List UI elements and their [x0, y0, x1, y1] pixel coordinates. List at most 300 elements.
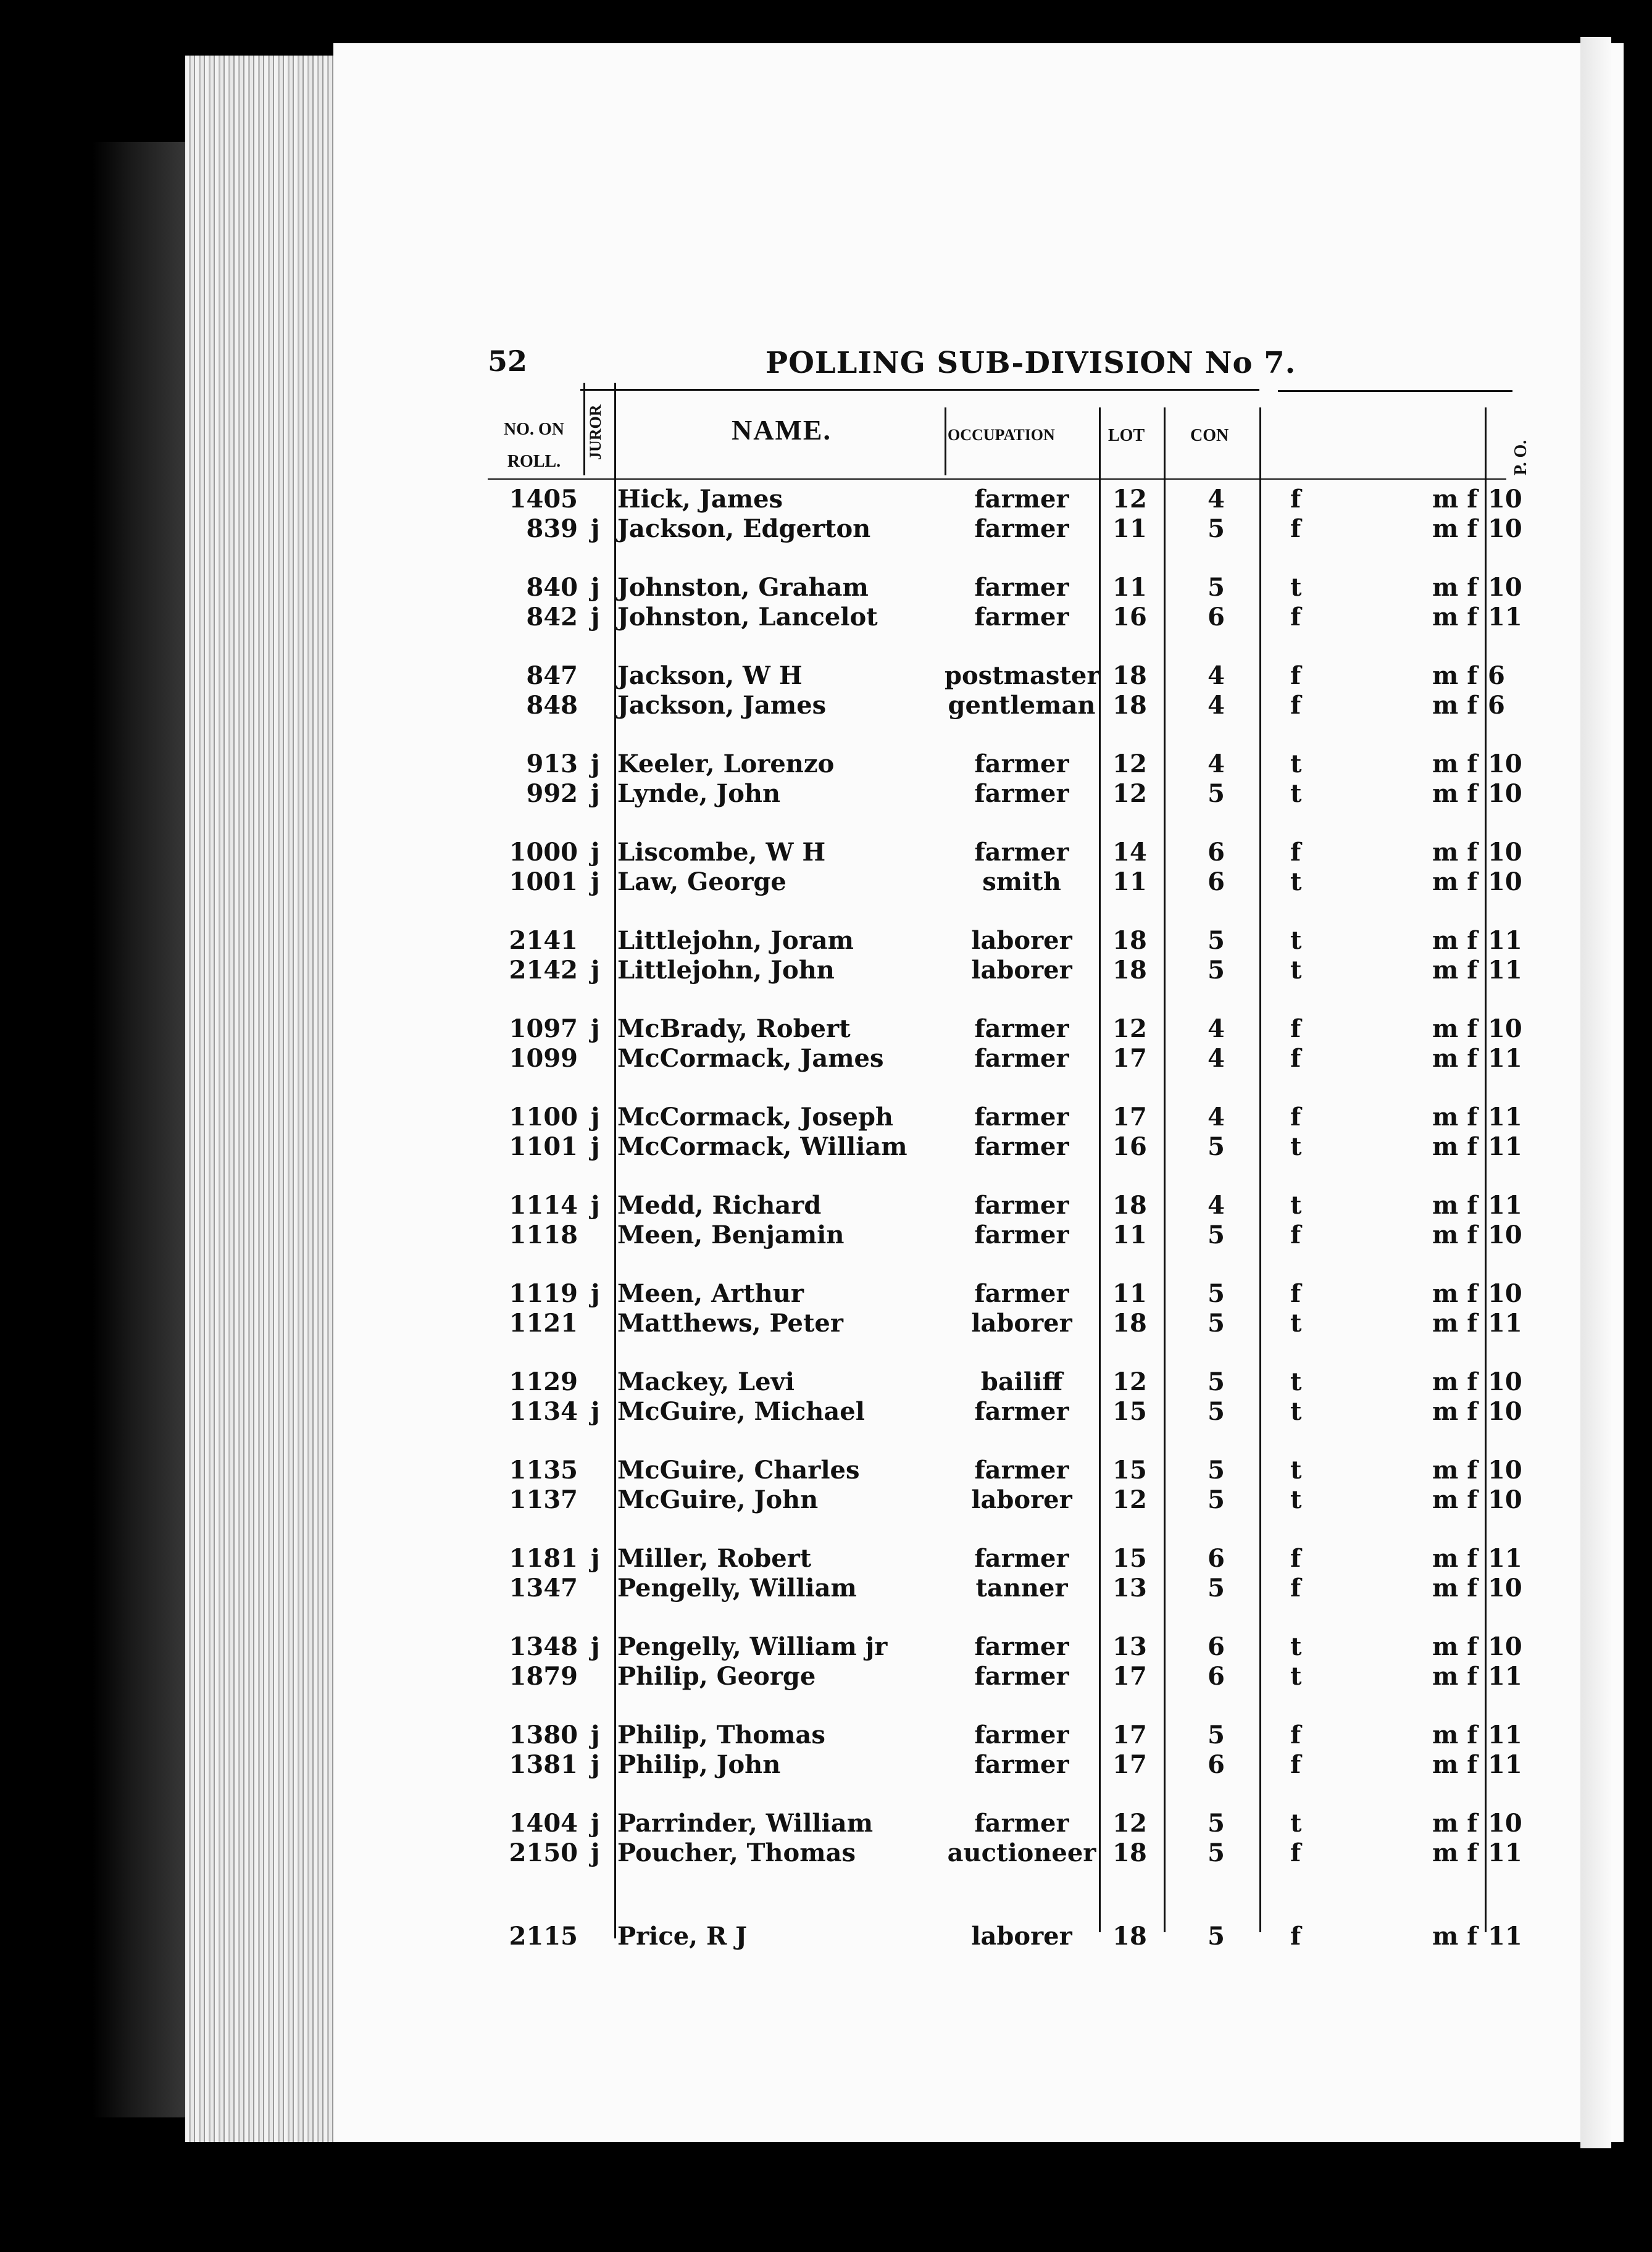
cell-po: 10	[1488, 573, 1522, 602]
cell-roll: 1101	[509, 1132, 578, 1161]
cell-status: f	[1290, 1544, 1301, 1573]
cell-juror: j	[591, 838, 600, 867]
cell-name: Price, R J	[617, 1922, 748, 1951]
cell-con: 5	[1208, 779, 1225, 808]
cell-occupation: laborer	[971, 1309, 1072, 1338]
cell-status: f	[1290, 1044, 1301, 1073]
cell-name: Jackson, Edgerton	[617, 514, 871, 543]
cell-status: f	[1290, 1014, 1301, 1043]
cell-con: 4	[1208, 1014, 1225, 1043]
cell-mf: m f	[1432, 1632, 1478, 1661]
cell-con: 5	[1208, 1720, 1225, 1749]
cell-juror: j	[591, 514, 600, 543]
table-row	[0, 1838, 1652, 1868]
cell-roll: 1404	[509, 1809, 578, 1838]
cell-roll: 1119	[509, 1279, 578, 1308]
cell-roll: 1380	[509, 1720, 578, 1749]
column-divider-con	[1164, 407, 1166, 1932]
cell-con: 5	[1208, 1220, 1225, 1249]
cell-occupation: postmaster	[945, 661, 1100, 690]
table-row	[0, 573, 1652, 603]
cell-status: t	[1290, 1191, 1302, 1220]
cell-status: f	[1290, 838, 1301, 867]
cell-occupation: farmer	[974, 1720, 1069, 1749]
header-bottom-rule	[488, 478, 1506, 480]
cell-roll: 840	[526, 573, 578, 602]
cell-name: Pengelly, William	[617, 1574, 857, 1603]
header-no-on-roll: NO. ON ROLL.	[504, 420, 564, 471]
header-con: CON	[1190, 426, 1229, 445]
cell-mf: m f	[1432, 1309, 1478, 1338]
cell-status: f	[1290, 1103, 1301, 1132]
cell-con: 4	[1208, 1191, 1225, 1220]
header-occupation: OCCUPATION	[948, 426, 1055, 444]
cell-con: 5	[1208, 1922, 1225, 1951]
cell-juror: j	[591, 1103, 600, 1132]
cell-name: McGuire, John	[617, 1485, 819, 1514]
cell-juror: j	[591, 573, 600, 602]
cell-po: 10	[1488, 1367, 1522, 1396]
cell-mf: m f	[1432, 1574, 1478, 1603]
table-row	[0, 1485, 1652, 1515]
cell-con: 5	[1208, 1132, 1225, 1161]
cell-status: t	[1290, 1662, 1302, 1691]
cell-occupation: farmer	[974, 1809, 1069, 1838]
cell-roll: 992	[526, 779, 578, 808]
cell-status: f	[1290, 1720, 1301, 1749]
cell-lot: 16	[1112, 1132, 1147, 1161]
table-row	[0, 1309, 1652, 1338]
cell-occupation: laborer	[971, 926, 1072, 955]
cell-po: 10	[1488, 1014, 1522, 1043]
cell-occupation: farmer	[974, 1279, 1069, 1308]
cell-status: f	[1290, 1279, 1301, 1308]
cell-con: 5	[1208, 1309, 1225, 1338]
header-rule-right	[1278, 390, 1512, 392]
cell-occupation: farmer	[974, 1191, 1069, 1220]
cell-mf: m f	[1432, 573, 1478, 602]
cell-juror: j	[591, 1279, 600, 1308]
cell-name: McCormack, James	[617, 1044, 884, 1073]
cell-occupation: farmer	[974, 1456, 1069, 1485]
cell-name: Littlejohn, Joram	[617, 926, 854, 955]
cell-po: 11	[1488, 1720, 1522, 1749]
cell-occupation: farmer	[974, 1750, 1069, 1779]
cell-status: t	[1290, 1632, 1302, 1661]
cell-lot: 17	[1112, 1044, 1147, 1073]
cell-lot: 17	[1112, 1662, 1147, 1691]
cell-po: 11	[1488, 1922, 1522, 1951]
cell-lot: 12	[1112, 1809, 1147, 1838]
table-row	[0, 1750, 1652, 1780]
cell-status: f	[1290, 514, 1301, 543]
cell-lot: 17	[1112, 1103, 1147, 1132]
cell-mf: m f	[1432, 1922, 1478, 1951]
cell-juror: j	[591, 1632, 600, 1661]
cell-mf: m f	[1432, 514, 1478, 543]
cell-lot: 18	[1112, 1922, 1147, 1951]
cell-lot: 18	[1112, 1309, 1147, 1338]
cell-roll: 1118	[509, 1220, 578, 1249]
cell-mf: m f	[1432, 926, 1478, 955]
column-divider-occupation	[945, 407, 946, 475]
page-number: 52	[488, 344, 528, 378]
cell-con: 4	[1208, 691, 1225, 720]
cell-status: t	[1290, 1309, 1302, 1338]
cell-lot: 12	[1112, 749, 1147, 778]
table-row	[0, 1574, 1652, 1603]
cell-juror: j	[591, 603, 600, 632]
cell-name: Matthews, Peter	[617, 1309, 843, 1338]
cell-name: Miller, Robert	[617, 1544, 812, 1573]
cell-mf: m f	[1432, 1544, 1478, 1573]
cell-mf: m f	[1432, 1103, 1478, 1132]
cell-po: 6	[1488, 661, 1505, 690]
table-row	[0, 485, 1652, 514]
cell-lot: 18	[1112, 661, 1147, 690]
table-row	[0, 749, 1652, 779]
cell-con: 4	[1208, 1103, 1225, 1132]
table-row	[0, 603, 1652, 632]
cell-lot: 12	[1112, 1014, 1147, 1043]
cell-mf: m f	[1432, 1662, 1478, 1691]
cell-name: McGuire, Charles	[617, 1456, 860, 1485]
table-row	[0, 926, 1652, 956]
cell-juror: j	[591, 867, 600, 896]
cell-occupation: farmer	[974, 1014, 1069, 1043]
cell-roll: 2142	[509, 956, 578, 985]
cell-roll: 1100	[509, 1103, 578, 1132]
cell-lot: 12	[1112, 1367, 1147, 1396]
cell-roll: 1114	[509, 1191, 578, 1220]
cell-mf: m f	[1432, 1720, 1478, 1749]
cell-lot: 11	[1112, 514, 1147, 543]
cell-juror: j	[591, 956, 600, 985]
cell-mf: m f	[1432, 779, 1478, 808]
cell-mf: m f	[1432, 603, 1478, 632]
table-row	[0, 1922, 1652, 1951]
cell-roll: 842	[526, 603, 578, 632]
cell-name: Poucher, Thomas	[617, 1838, 856, 1867]
cell-occupation: farmer	[974, 1220, 1069, 1249]
cell-status: f	[1290, 1922, 1301, 1951]
cell-lot: 17	[1112, 1750, 1147, 1779]
cell-con: 5	[1208, 514, 1225, 543]
cell-mf: m f	[1432, 1132, 1478, 1161]
cell-po: 10	[1488, 1397, 1522, 1426]
cell-occupation: farmer	[974, 1103, 1069, 1132]
cell-roll: 913	[526, 749, 578, 778]
cell-status: t	[1290, 1367, 1302, 1396]
cell-con: 4	[1208, 749, 1225, 778]
cell-roll: 1134	[509, 1397, 578, 1426]
table-row	[0, 1191, 1652, 1220]
cell-con: 5	[1208, 1456, 1225, 1485]
cell-status: t	[1290, 573, 1302, 602]
cell-po: 10	[1488, 1485, 1522, 1514]
cell-po: 10	[1488, 1574, 1522, 1603]
cell-po: 11	[1488, 1132, 1522, 1161]
cell-mf: m f	[1432, 1456, 1478, 1485]
cell-con: 5	[1208, 1574, 1225, 1603]
cell-status: t	[1290, 749, 1302, 778]
cell-status: f	[1290, 661, 1301, 690]
cell-name: Hick, James	[617, 485, 783, 514]
cell-con: 5	[1208, 1397, 1225, 1426]
table-row	[0, 1220, 1652, 1250]
cell-occupation: bailiff	[980, 1367, 1063, 1396]
cell-mf: m f	[1432, 1191, 1478, 1220]
cell-roll: 1000	[509, 838, 578, 867]
cell-lot: 18	[1112, 956, 1147, 985]
cell-po: 11	[1488, 1191, 1522, 1220]
cell-po: 11	[1488, 1044, 1522, 1073]
cell-status: t	[1290, 1809, 1302, 1838]
cell-occupation: laborer	[971, 956, 1072, 985]
header-rule	[580, 389, 1259, 391]
cell-roll: 1181	[509, 1544, 578, 1573]
table-row	[0, 956, 1652, 985]
column-divider-juror	[583, 383, 585, 475]
table-row	[0, 1397, 1652, 1427]
cell-roll: 848	[526, 691, 578, 720]
cell-name: Jackson, W H	[617, 661, 803, 690]
cell-occupation: farmer	[974, 838, 1069, 867]
table-row	[0, 779, 1652, 809]
cell-status: t	[1290, 1132, 1302, 1161]
cell-lot: 11	[1112, 573, 1147, 602]
table-row	[0, 514, 1652, 544]
cell-po: 10	[1488, 867, 1522, 896]
cell-roll: 839	[526, 514, 578, 543]
cell-name: Meen, Benjamin	[617, 1220, 845, 1249]
header-juror: JUROR	[586, 404, 604, 460]
cell-juror: j	[591, 1720, 600, 1749]
cell-lot: 13	[1112, 1632, 1147, 1661]
cell-occupation: farmer	[974, 1632, 1069, 1661]
cell-juror: j	[591, 1397, 600, 1426]
cell-roll: 2141	[509, 926, 578, 955]
cell-po: 10	[1488, 1456, 1522, 1485]
cell-name: Keeler, Lorenzo	[617, 749, 835, 778]
cell-mf: m f	[1432, 838, 1478, 867]
cell-lot: 16	[1112, 603, 1147, 632]
cell-mf: m f	[1432, 1397, 1478, 1426]
cell-mf: m f	[1432, 1014, 1478, 1043]
cell-con: 5	[1208, 1485, 1225, 1514]
cell-lot: 18	[1112, 926, 1147, 955]
table-row	[0, 1544, 1652, 1574]
cell-po: 11	[1488, 1309, 1522, 1338]
cell-name: Jackson, James	[617, 691, 827, 720]
cell-occupation: farmer	[974, 1662, 1069, 1691]
table-row	[0, 838, 1652, 867]
table-row	[0, 1279, 1652, 1309]
cell-roll: 1121	[509, 1309, 578, 1338]
column-divider-po	[1485, 407, 1487, 1932]
cell-name: Mackey, Levi	[617, 1367, 795, 1396]
cell-lot: 15	[1112, 1544, 1147, 1573]
cell-occupation: gentleman	[948, 691, 1096, 720]
table-row	[0, 867, 1652, 897]
table-row	[0, 1662, 1652, 1691]
cell-occupation: auctioneer	[947, 1838, 1096, 1867]
cell-occupation: farmer	[974, 779, 1069, 808]
cell-con: 5	[1208, 1279, 1225, 1308]
cell-mf: m f	[1432, 1044, 1478, 1073]
cell-juror: j	[591, 1014, 600, 1043]
cell-name: Littlejohn, John	[617, 956, 835, 985]
cell-juror: j	[591, 1132, 600, 1161]
cell-status: t	[1290, 1397, 1302, 1426]
cell-con: 5	[1208, 1809, 1225, 1838]
table-row	[0, 1014, 1652, 1044]
cell-occupation: tanner	[975, 1574, 1068, 1603]
table-row	[0, 1367, 1652, 1397]
cell-mf: m f	[1432, 1838, 1478, 1867]
cell-po: 11	[1488, 1838, 1522, 1867]
cell-roll: 1347	[509, 1574, 578, 1603]
table-row	[0, 661, 1652, 691]
cell-con: 6	[1208, 838, 1225, 867]
cell-mf: m f	[1432, 1750, 1478, 1779]
cell-lot: 15	[1112, 1456, 1147, 1485]
cell-lot: 11	[1112, 1279, 1147, 1308]
cell-occupation: farmer	[974, 573, 1069, 602]
cell-po: 11	[1488, 956, 1522, 985]
cell-juror: j	[591, 749, 600, 778]
cell-po: 10	[1488, 779, 1522, 808]
cell-status: t	[1290, 1485, 1302, 1514]
cell-name: Liscombe, W H	[617, 838, 826, 867]
cell-occupation: smith	[982, 867, 1061, 896]
cell-lot: 12	[1112, 485, 1147, 514]
cell-po: 11	[1488, 1544, 1522, 1573]
header-po: P. O.	[1511, 440, 1530, 475]
cell-name: McGuire, Michael	[617, 1397, 865, 1426]
cell-po: 11	[1488, 1750, 1522, 1779]
cell-con: 5	[1208, 956, 1225, 985]
cell-status: t	[1290, 779, 1302, 808]
table-row	[0, 1456, 1652, 1485]
cell-status: f	[1290, 1838, 1301, 1867]
cell-con: 6	[1208, 1750, 1225, 1779]
cell-roll: 1137	[509, 1485, 578, 1514]
cell-name: Johnston, Graham	[617, 573, 869, 602]
cell-lot: 12	[1112, 1485, 1147, 1514]
cell-con: 6	[1208, 1662, 1225, 1691]
cell-roll: 847	[526, 661, 578, 690]
cell-status: f	[1290, 485, 1301, 514]
cell-name: McCormack, William	[617, 1132, 907, 1161]
cell-roll: 1135	[509, 1456, 578, 1485]
cell-po: 10	[1488, 485, 1522, 514]
cell-lot: 11	[1112, 867, 1147, 896]
cell-con: 5	[1208, 1838, 1225, 1867]
column-divider-status	[1259, 407, 1261, 1932]
cell-mf: m f	[1432, 1279, 1478, 1308]
cell-lot: 18	[1112, 1838, 1147, 1867]
cell-con: 4	[1208, 485, 1225, 514]
cell-juror: j	[591, 1544, 600, 1573]
cell-con: 5	[1208, 926, 1225, 955]
cell-mf: m f	[1432, 1485, 1478, 1514]
cell-con: 5	[1208, 1367, 1225, 1396]
cell-con: 6	[1208, 1544, 1225, 1573]
cell-po: 11	[1488, 1103, 1522, 1132]
table-row	[0, 1809, 1652, 1838]
cell-po: 10	[1488, 514, 1522, 543]
table-row	[0, 1132, 1652, 1162]
cell-name: McCormack, Joseph	[617, 1103, 894, 1132]
cell-mf: m f	[1432, 867, 1478, 896]
cell-occupation: farmer	[974, 514, 1069, 543]
cell-occupation: farmer	[974, 485, 1069, 514]
page-title: POLLING SUB-DIVISION No 7.	[766, 346, 1296, 380]
cell-occupation: laborer	[971, 1485, 1072, 1514]
cell-po: 11	[1488, 603, 1522, 632]
cell-status: t	[1290, 956, 1302, 985]
cell-status: t	[1290, 867, 1302, 896]
cell-roll: 1381	[509, 1750, 578, 1779]
cell-po: 6	[1488, 691, 1505, 720]
cell-po: 10	[1488, 749, 1522, 778]
header-lot: LOT	[1108, 426, 1145, 445]
cell-name: Lynde, John	[617, 779, 781, 808]
cell-lot: 18	[1112, 1191, 1147, 1220]
cell-roll: 1348	[509, 1632, 578, 1661]
cell-status: t	[1290, 926, 1302, 955]
cell-mf: m f	[1432, 485, 1478, 514]
cell-status: f	[1290, 1574, 1301, 1603]
cell-po: 11	[1488, 926, 1522, 955]
cell-name: Philip, George	[617, 1662, 816, 1691]
cell-mf: m f	[1432, 691, 1478, 720]
cell-roll: 1129	[509, 1367, 578, 1396]
cell-roll: 2150	[509, 1838, 578, 1867]
cell-occupation: farmer	[974, 749, 1069, 778]
cell-status: f	[1290, 691, 1301, 720]
cell-juror: j	[591, 1191, 600, 1220]
cell-roll: 1405	[509, 485, 578, 514]
cell-name: McBrady, Robert	[617, 1014, 851, 1043]
cell-roll: 1001	[509, 867, 578, 896]
cell-po: 10	[1488, 1632, 1522, 1661]
cell-roll: 1879	[509, 1662, 578, 1691]
cell-name: Philip, Thomas	[617, 1720, 825, 1749]
cell-name: Medd, Richard	[617, 1191, 822, 1220]
cell-name: Pengelly, William jr	[617, 1632, 888, 1661]
cell-lot: 11	[1112, 1220, 1147, 1249]
cell-occupation: farmer	[974, 603, 1069, 632]
cell-occupation: farmer	[974, 1544, 1069, 1573]
cell-lot: 12	[1112, 779, 1147, 808]
cell-mf: m f	[1432, 749, 1478, 778]
table-row	[0, 691, 1652, 720]
cell-po: 11	[1488, 1662, 1522, 1691]
cell-con: 6	[1208, 1632, 1225, 1661]
cell-name: Law, George	[617, 867, 786, 896]
table-row	[0, 1632, 1652, 1662]
cell-occupation: laborer	[971, 1922, 1072, 1951]
cell-lot: 14	[1112, 838, 1147, 867]
cell-status: f	[1290, 1220, 1301, 1249]
cell-name: Parrinder, William	[617, 1809, 874, 1838]
cell-po: 10	[1488, 838, 1522, 867]
cell-juror: j	[591, 779, 600, 808]
cell-con: 4	[1208, 661, 1225, 690]
table-row	[0, 1044, 1652, 1074]
